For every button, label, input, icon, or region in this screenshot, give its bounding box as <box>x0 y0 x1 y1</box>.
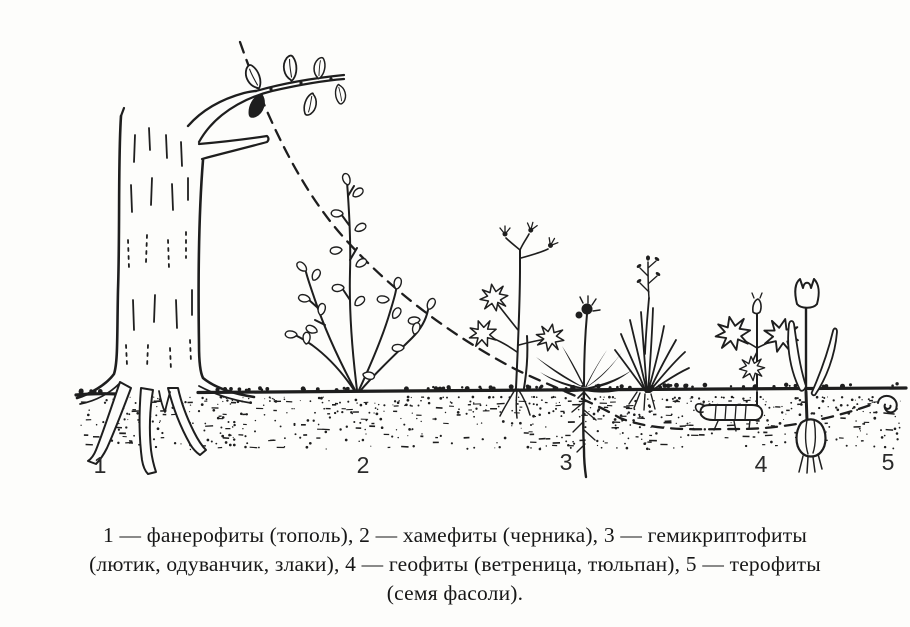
plant-number-2: 2 <box>356 452 370 478</box>
chamaephyte-shrub-figure <box>284 174 437 390</box>
caption-line-2: (лютик, одуванчик, злаки), 4 — геофиты (ветреница, тюльпан), 5 — терофиты <box>89 552 821 576</box>
tulip-bulb <box>797 419 826 473</box>
poplar-leaves <box>244 55 346 120</box>
plant-number-3: 3 <box>559 449 573 475</box>
plant-number-1: 1 <box>93 452 107 478</box>
caption-line-1: 1 — фанерофиты (тополь), 2 — хамефиты (черника), 3 — гемикриптофиты <box>103 523 807 547</box>
anemone-rhizome <box>696 404 763 431</box>
phanerophyte-tree-figure <box>77 55 346 474</box>
bark-texture <box>126 128 192 370</box>
figure-number-labels <box>94 449 895 478</box>
grass-blades <box>615 308 689 392</box>
therophyte-seed-figure <box>878 390 900 414</box>
caption-line-3: (семя фасоли). <box>386 581 524 605</box>
plant-number-4: 4 <box>754 451 768 477</box>
tulip-leaf-left <box>788 321 806 391</box>
tree-branch <box>188 91 256 126</box>
tulip-flower <box>795 279 818 308</box>
figure-caption <box>0 521 910 608</box>
tree-branch-stub <box>199 136 269 159</box>
tree-trunk-left-edge <box>77 116 121 398</box>
grass-panicle <box>636 255 661 298</box>
plant-number-5: 5 <box>881 449 895 475</box>
bud-level-dashed-line <box>240 42 876 429</box>
tree-trunk-right-edge <box>199 160 254 397</box>
geophyte-tulip-figure <box>788 279 837 473</box>
grass-roots <box>629 392 655 410</box>
